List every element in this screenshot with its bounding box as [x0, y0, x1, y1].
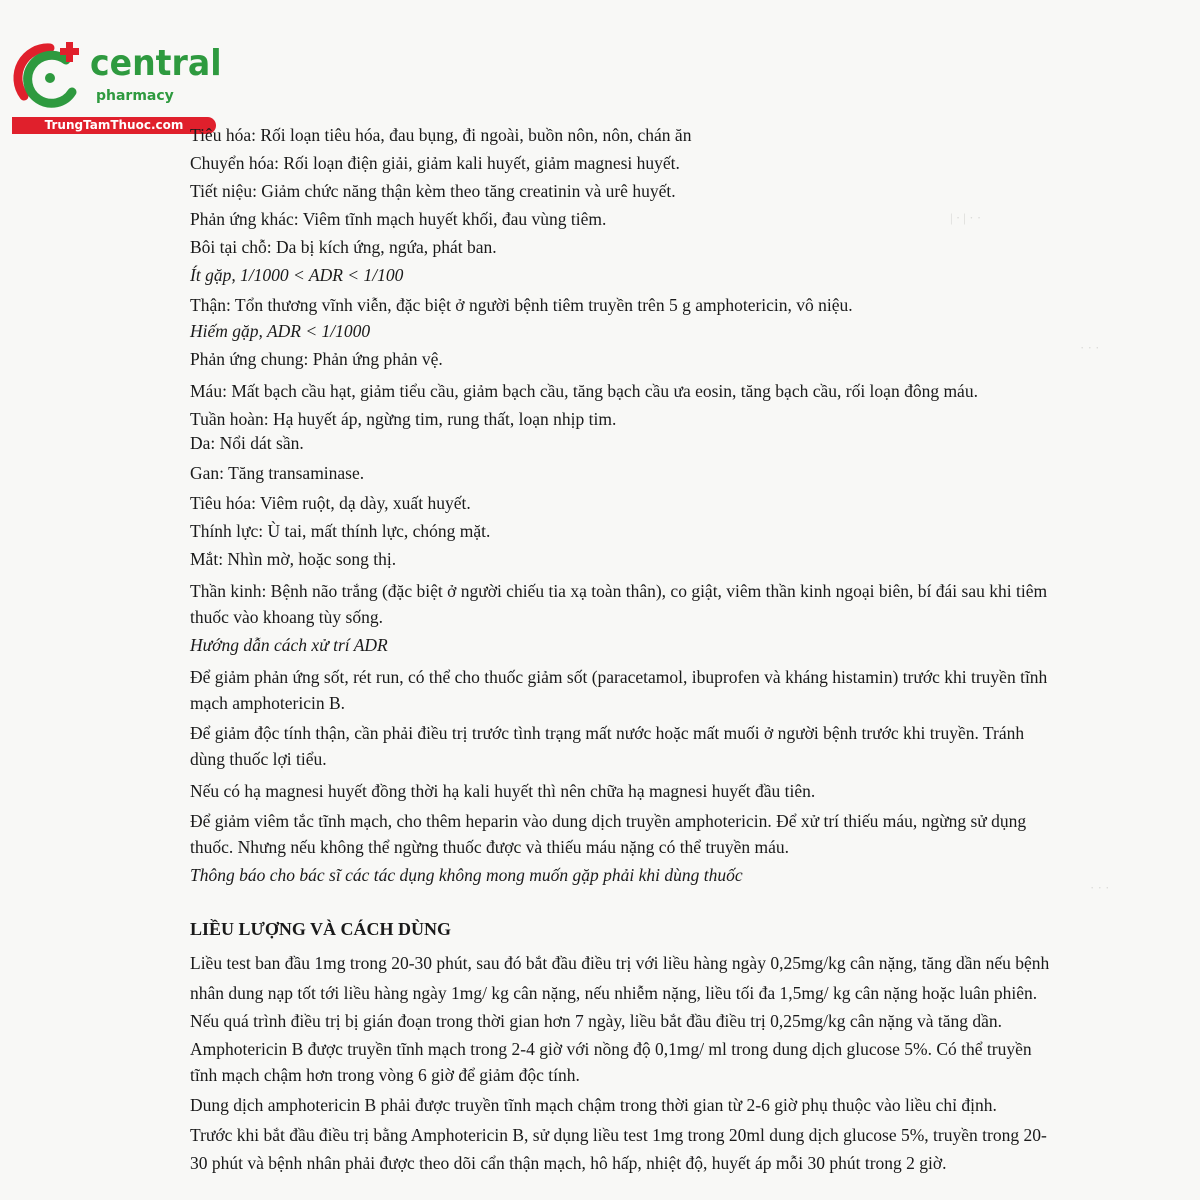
- text-line: Tiêu hóa: Rối loạn tiêu hóa, đau bụng, đi ngoài, buồn nôn, nôn, chán ăn: [190, 125, 692, 145]
- text-line: mạch amphotericin B.: [190, 693, 346, 713]
- text-line: tĩnh mạch chậm hơn trong vòng 6 giờ để giảm độc tính.: [190, 1065, 580, 1085]
- text-line: Máu: Mất bạch cầu hạt, giảm tiểu cầu, giảm bạch cầu, tăng bạch cầu ưa eosin, tăng bạch cầu, rối loạn đông máu.: [190, 381, 978, 401]
- text-line: thuốc. Nhưng nếu không thể ngừng thuốc được và thiếu máu nặng có thể truyền máu.: [190, 837, 790, 857]
- bleed-through-mark: · · ·: [1090, 880, 1110, 895]
- section-subheading: Thông báo cho bác sĩ các tác dụng không mong muốn gặp phải khi dùng thuốc: [190, 865, 743, 885]
- section-subheading: Hiếm gặp, ADR < 1/1000: [190, 321, 371, 341]
- text-line: Phản ứng khác: Viêm tĩnh mạch huyết khối, đau vùng tiêm.: [190, 209, 607, 229]
- text-line: Thận: Tổn thương vĩnh viễn, đặc biệt ở người bệnh tiêm truyền trên 5 g amphotericin, vô niệu.: [190, 295, 853, 315]
- logo-name: central: [90, 43, 222, 84]
- text-line: Chuyển hóa: Rối loạn điện giải, giảm kali huyết, giảm magnesi huyết.: [190, 153, 680, 173]
- logo-website-banner: TrungTamThuoc.com: [12, 117, 216, 134]
- text-line: dùng thuốc lợi tiểu.: [190, 749, 327, 769]
- section-subheading: Hướng dẫn cách xử trí ADR: [190, 635, 388, 655]
- text-line: 30 phút và bệnh nhân phải được theo dõi cẩn thận mạch, hô hấp, nhiệt độ, huyết áp mỗi 30 phút trong 2 giờ.: [190, 1153, 947, 1173]
- text-line: Để giảm độc tính thận, cần phải điều trị trước tình trạng mất nước hoặc mất muối ở người bệnh trước khi truyền. Tránh: [190, 723, 1025, 743]
- logo-subtitle: pharmacy: [96, 88, 174, 104]
- text-line: Tiết niệu: Giảm chức năng thận kèm theo tăng creatinin và urê huyết.: [190, 181, 676, 201]
- text-line: Da: Nổi dát sần.: [190, 433, 304, 453]
- text-line: Bôi tại chỗ: Da bị kích ứng, ngứa, phát ban.: [190, 237, 497, 257]
- section-heading: LIỀU LƯỢNG VÀ CÁCH DÙNG: [190, 919, 452, 939]
- text-line: nhân dung nạp tốt tới liều hàng ngày 1mg/ kg cân nặng, nếu nhiễm nặng, liều tối đa 1,5mg/ kg cân nặng hoặc luân phiên.: [190, 983, 1038, 1003]
- text-line: Để giảm viêm tắc tĩnh mạch, cho thêm heparin vào dung dịch truyền amphotericin. Để xử trí thiếu máu, ngừng sử dụng: [190, 811, 1027, 831]
- text-line: Tiêu hóa: Viêm ruột, dạ dày, xuất huyết.: [190, 493, 471, 513]
- bleed-through-mark: | · | · ·: [950, 210, 982, 225]
- text-line: Phản ứng chung: Phản ứng phản vệ.: [190, 349, 443, 369]
- bleed-through-mark: · · ·: [1080, 340, 1100, 355]
- section-subheading: Ít gặp, 1/1000 < ADR < 1/100: [190, 265, 404, 285]
- text-line: Gan: Tăng transaminase.: [190, 463, 365, 483]
- text-line: Tuần hoàn: Hạ huyết áp, ngừng tim, rung thất, loạn nhịp tim.: [190, 409, 617, 429]
- text-line: Nếu quá trình điều trị bị gián đoạn trong thời gian hơn 7 ngày, liều bắt đầu điều trị 0,25mg/kg cân nặng và tăng dần.: [190, 1011, 1002, 1031]
- text-line: Để giảm phản ứng sốt, rét run, có thể cho thuốc giảm sốt (paracetamol, ibuprofen và kháng histamin) trước khi truyền tĩnh: [190, 667, 1048, 687]
- text-line: thuốc vào khoang tùy sống.: [190, 607, 383, 627]
- text-line: Amphotericin B được truyền tĩnh mạch trong 2-4 giờ với nồng độ 0,1mg/ ml trong dung dịch glucose 5%. Có thể truyền: [190, 1039, 1032, 1059]
- text-line: Trước khi bắt đầu điều trị bằng Amphotericin B, sử dụng liều test 1mg trong 20ml dung dịch glucose 5%, truyền trong 20-: [190, 1125, 1047, 1145]
- text-line: Thính lực: Ù tai, mất thính lực, chóng mặt.: [190, 521, 491, 541]
- text-line: Dung dịch amphotericin B phải được truyền tĩnh mạch chậm trong thời gian từ 2-6 giờ phụ thuộc vào liều chỉ định.: [190, 1095, 997, 1115]
- text-line: Liều test ban đầu 1mg trong 20-30 phút, sau đó bắt đầu điều trị với liều hàng ngày 0,25mg/kg cân nặng, tăng dần nếu bệnh: [190, 953, 1050, 973]
- text-line: Nếu có hạ magnesi huyết đồng thời hạ kali huyết thì nên chữa hạ magnesi huyết đầu tiên.: [190, 781, 816, 801]
- text-line: Mắt: Nhìn mờ, hoặc song thị.: [190, 549, 397, 569]
- text-line: Thần kinh: Bệnh não trắng (đặc biệt ở người chiếu tia xạ toàn thân), co giật, viêm thần kinh ngoại biên, bí đái sau khi tiêm: [190, 581, 1048, 601]
